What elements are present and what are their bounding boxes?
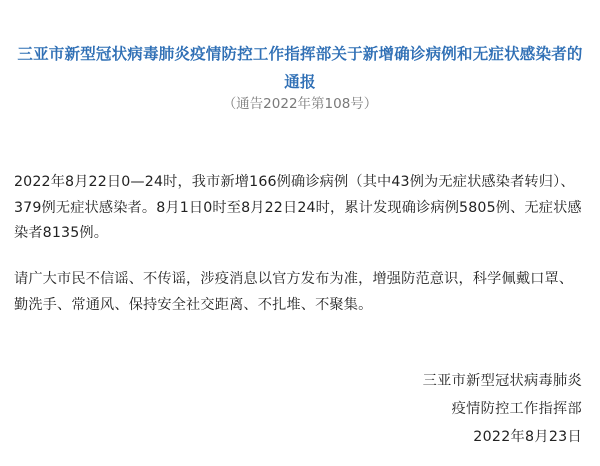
case-statistics-paragraph: 2022年8月22日0—24时，我市新增166例确诊病例（其中43例为无症状感染者转归）、379例无症状感染者。8月1日0时至8月22日24时，累计发现确诊病例5805例、无症状感染者8135例。 xyxy=(14,174,582,241)
signature-line-1: 三亚市新型冠状病毒肺炎 xyxy=(422,373,582,389)
issue-date: 2022年8月23日 xyxy=(473,429,582,445)
notice-title: 三亚市新型冠状病毒肺炎疫情防控工作指挥部关于新增确诊病例和无症状感染者的通报 xyxy=(17,45,583,91)
public-advice-paragraph: 请广大市民不信谣、不传谣，涉疫消息以官方发布为准，增强防范意识，科学佩戴口罩、勤洗手、常通风、保持安全社交距离、不扎堆、不聚集。 xyxy=(14,271,574,313)
notice-number: （通告2022年第108号） xyxy=(222,96,378,112)
signature-line-2: 疫情防控工作指挥部 xyxy=(451,401,582,417)
